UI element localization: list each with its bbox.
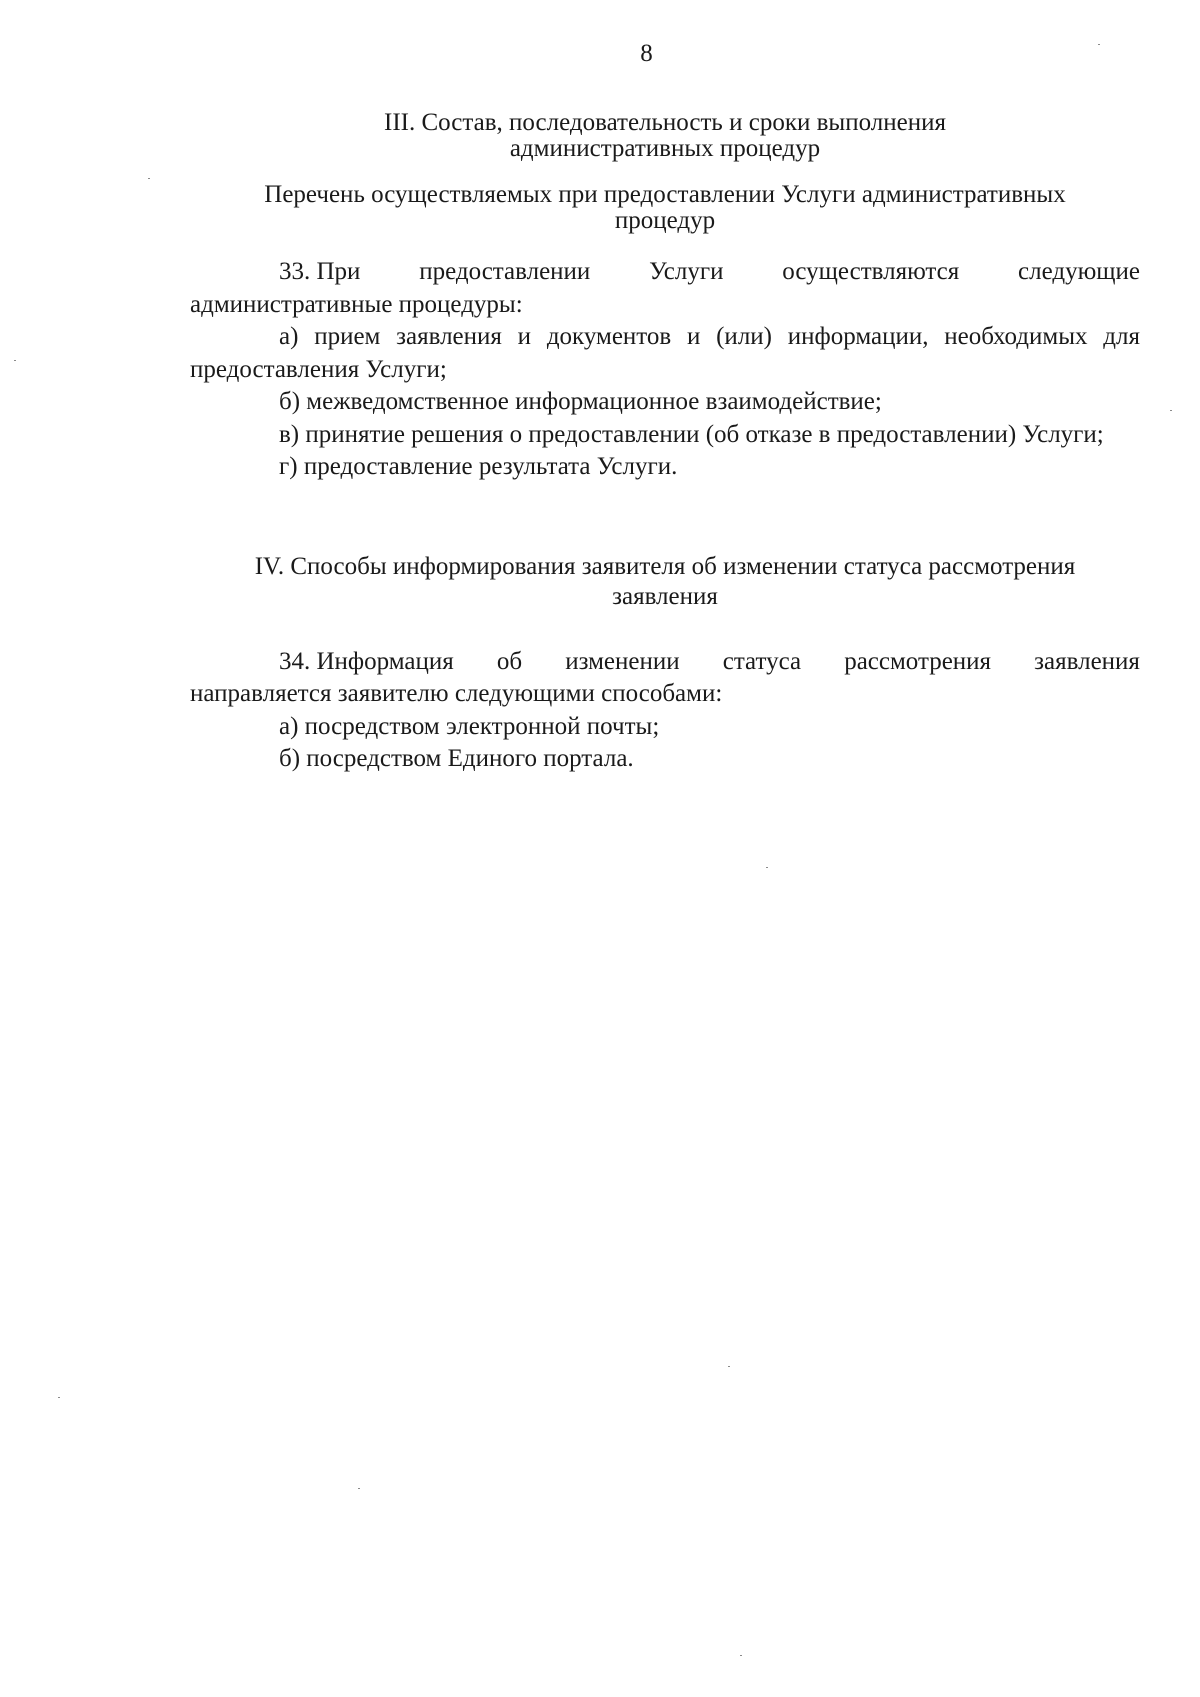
scan-speck (1170, 410, 1172, 411)
page-number: 8 (640, 40, 653, 67)
clause-34-item-b: б) посредством Единого портала. (279, 745, 634, 772)
clause-34-word: статуса (722, 647, 802, 675)
clause-33-item-b: б) межведомственное информационное взаимодействие; (279, 388, 882, 415)
clause-34-first-line (190, 646, 1140, 679)
scan-speck (1098, 44, 1100, 45)
document-body (190, 110, 1140, 776)
section-4-title (190, 552, 1140, 612)
scan-speck (766, 867, 768, 868)
scan-speck (58, 1397, 60, 1398)
clause-33-number-word (279, 256, 360, 289)
section-3-title-line-1: III. Состав, последовательность и сроки выполнения (384, 109, 946, 136)
clause-34-item-a: а) посредством электронной почты; (279, 712, 660, 740)
clause-34-word: Информация (316, 647, 454, 675)
section-4-title-line-1: IV. Способы информирования заявителя об изменении статуса рассмотрения (254, 552, 1076, 580)
clause-34-word: заявления (1034, 647, 1140, 675)
scan-speck (148, 178, 150, 179)
clause-33 (190, 256, 1140, 484)
section-3-title (190, 110, 1140, 162)
section-3-subtitle (190, 182, 1140, 234)
scan-speck (358, 1488, 360, 1489)
clause-33-word: Услуги (649, 258, 724, 285)
clause-34 (190, 646, 1140, 776)
clause-34-second-line: направляется заявителю следующими способами: (190, 680, 723, 707)
scan-speck (14, 360, 16, 361)
clause-34-word: рассмотрения (844, 647, 992, 675)
section-4-title-line-2: заявления (612, 582, 718, 610)
clause-33-item-d: г) предоставление результата Услуги. (279, 453, 678, 480)
clause-33-word: следующие (1018, 258, 1140, 285)
section-3-title-line-2: административных процедур (509, 135, 821, 162)
clause-33-second-line: административные процедуры: (190, 290, 523, 318)
clause-34-number: 34. (279, 647, 311, 675)
scan-speck (740, 1655, 742, 1656)
clause-34-word: изменении (565, 647, 680, 675)
clause-33-word: предоставлении (419, 258, 591, 285)
clause-33-item-a: а) прием заявления и документов и (или) информации, необходимых для предоставления Услуги; (190, 323, 1140, 383)
clause-33-number: 33. (279, 258, 311, 285)
clause-33-item-c: в) принятие решения о предоставлении (об отказе в предоставлении) Услуги; (279, 420, 1104, 448)
clause-34-word: об (496, 647, 523, 675)
clause-33-first-line (190, 256, 1140, 289)
scan-speck (728, 1366, 730, 1367)
section-3-subtitle-line-1: Перечень осуществляемых при предоставлении Услуги административных (264, 181, 1066, 208)
clause-33-word: осуществляются (782, 258, 960, 285)
clause-33-word: При (316, 258, 361, 285)
section-3-subtitle-line-2: процедур (614, 207, 716, 234)
clause-34-number-word (279, 646, 454, 679)
